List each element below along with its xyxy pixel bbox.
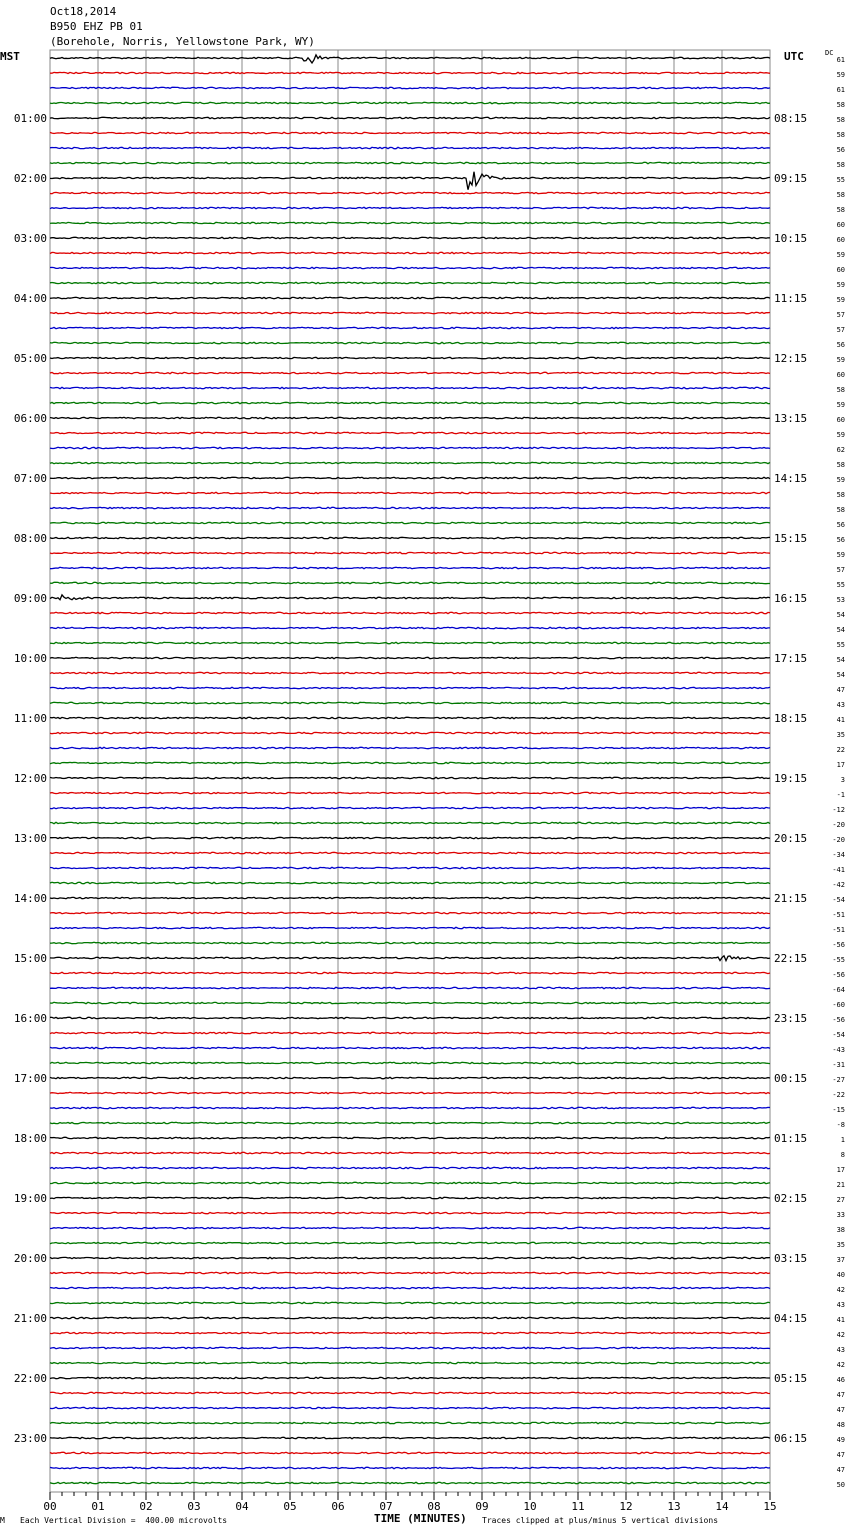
right-hour-label: 08:15 [774, 112, 808, 125]
dc-offset-label: 58 [836, 491, 845, 499]
trace-line [50, 462, 770, 463]
dc-offset-label: 60 [836, 416, 845, 424]
dc-offset-label: 17 [836, 1166, 845, 1174]
trace-line [50, 567, 770, 568]
trace-line [50, 595, 770, 600]
left-timezone-label: MST [0, 50, 20, 63]
left-hour-label: 16:00 [13, 1012, 47, 1025]
trace-line [50, 282, 770, 283]
right-hour-label: 16:15 [774, 592, 808, 605]
trace-line [50, 1017, 770, 1018]
left-hour-label: 09:00 [13, 592, 47, 605]
right-hour-label: 13:15 [774, 412, 808, 425]
dc-offset-label: 59 [836, 251, 845, 259]
footer-scale: Each Vertical Division = 400.00 microvolts [20, 1516, 228, 1525]
trace-line [50, 822, 770, 823]
trace-line [50, 612, 770, 613]
right-hour-label: 21:15 [774, 892, 808, 905]
right-hour-label: 10:15 [774, 232, 808, 245]
dc-offset-label: -54 [832, 896, 845, 904]
dc-offset-label: 56 [836, 536, 845, 544]
trace-line [50, 55, 770, 63]
dc-offset-label: -56 [832, 971, 845, 979]
dc-offset-label: 58 [836, 206, 845, 214]
right-hour-label: 02:15 [774, 1192, 808, 1205]
x-tick-label: 11 [571, 1500, 585, 1513]
dc-offset-label: -43 [832, 1046, 845, 1054]
dc-offset-label: 60 [836, 266, 845, 274]
trace-line [50, 132, 770, 133]
trace-line [50, 522, 770, 523]
dc-offset-label: -55 [832, 956, 845, 964]
dc-offset-label: 59 [836, 281, 845, 289]
trace-line [50, 537, 770, 538]
dc-offset-label: 17 [836, 761, 845, 769]
x-tick-label: 01 [91, 1500, 105, 1513]
left-hour-label: 14:00 [13, 892, 47, 905]
trace-line [50, 987, 770, 988]
trace-line [50, 432, 770, 433]
x-tick-label: 14 [715, 1500, 729, 1513]
dc-offset-label: -1 [836, 791, 845, 799]
trace-line [50, 372, 770, 373]
trace-line [50, 477, 770, 478]
dc-offset-label: 41 [836, 716, 845, 724]
dc-offset-label: 54 [836, 656, 845, 664]
dc-offset-label: 38 [836, 1226, 845, 1234]
dc-offset-label: 41 [836, 1316, 845, 1324]
trace-line [50, 1167, 770, 1168]
right-hour-label: 12:15 [774, 352, 808, 365]
trace-line [50, 837, 770, 838]
left-hour-label: 15:00 [13, 952, 47, 965]
dc-offset-label: 47 [836, 686, 845, 694]
dc-offset-label: 58 [836, 386, 845, 394]
dc-offset-label: -51 [832, 911, 845, 919]
dc-offset-label: 59 [836, 71, 845, 79]
trace-line [50, 672, 770, 673]
dc-offset-label: 37 [836, 1256, 845, 1264]
trace-line [50, 387, 770, 388]
trace-line [50, 582, 770, 583]
dc-offset-label: 43 [836, 1346, 845, 1354]
trace-line [50, 1302, 770, 1303]
trace-line [50, 942, 770, 943]
trace-line [50, 1152, 770, 1153]
right-hour-label: 03:15 [774, 1252, 808, 1265]
trace-line [50, 627, 770, 628]
trace-line [50, 1257, 770, 1258]
trace-line [50, 882, 770, 883]
dc-offset-label: 47 [836, 1406, 845, 1414]
trace-line [50, 102, 770, 103]
dc-offset-label: 60 [836, 221, 845, 229]
trace-line [50, 1122, 770, 1123]
trace-line [50, 777, 770, 778]
dc-offset-label: 61 [836, 56, 845, 64]
right-hour-label: 17:15 [774, 652, 808, 665]
left-hour-label: 12:00 [13, 772, 47, 785]
trace-line [50, 1227, 770, 1228]
right-hour-label: 09:15 [774, 172, 808, 185]
dc-offset-label: 46 [836, 1376, 845, 1384]
trace-line [50, 327, 770, 328]
dc-offset-label: 47 [836, 1451, 845, 1459]
dc-offset-label: 58 [836, 101, 845, 109]
left-hour-label: 18:00 [13, 1132, 47, 1145]
trace-line [50, 927, 770, 928]
left-hour-label: 11:00 [13, 712, 47, 725]
dc-offset-label: 57 [836, 326, 845, 334]
trace-line [50, 1077, 770, 1078]
trace-line [50, 687, 770, 688]
trace-line [50, 507, 770, 508]
dc-offset-label: -34 [832, 851, 845, 859]
dc-offset-label: 58 [836, 116, 845, 124]
left-hour-label: 17:00 [13, 1072, 47, 1085]
trace-line [50, 792, 770, 793]
trace-line [50, 162, 770, 163]
dc-offset-label: 56 [836, 521, 845, 529]
trace-line [50, 117, 770, 118]
dc-offset-label: 59 [836, 296, 845, 304]
dc-offset-label: -27 [832, 1076, 845, 1084]
trace-line [50, 1317, 770, 1318]
dc-offset-label: 1 [840, 1136, 845, 1144]
left-hour-label: 06:00 [13, 412, 47, 425]
dc-offset-label: 55 [836, 581, 845, 589]
x-tick-label: 10 [523, 1500, 537, 1513]
trace-line [50, 1362, 770, 1363]
right-hour-label: 19:15 [774, 772, 808, 785]
left-hour-label: 10:00 [13, 652, 47, 665]
left-hour-label: 13:00 [13, 832, 47, 845]
dc-offset-label: 58 [836, 161, 845, 169]
right-hour-label: 23:15 [774, 1012, 808, 1025]
dc-offset-label: 61 [836, 86, 845, 94]
trace-line [50, 87, 770, 88]
trace-line [50, 237, 770, 238]
left-hour-label: 04:00 [13, 292, 47, 305]
x-tick-label: 15 [763, 1500, 777, 1513]
dc-offset-label: 60 [836, 236, 845, 244]
right-hour-label: 01:15 [774, 1132, 808, 1145]
trace-line [50, 1482, 770, 1483]
trace-line [50, 1452, 770, 1453]
dc-offset-label: 59 [836, 401, 845, 409]
trace-line [50, 1212, 770, 1213]
header-station: B950 EHZ PB 01 [50, 20, 143, 33]
dc-offset-label: 59 [836, 431, 845, 439]
trace-line [50, 852, 770, 853]
dc-offset-label: -20 [832, 836, 845, 844]
trace-line [50, 447, 770, 448]
left-hour-label: 23:00 [13, 1432, 47, 1445]
dc-offset-label: 54 [836, 611, 845, 619]
dc-offset-label: 42 [836, 1361, 845, 1369]
trace-line [50, 807, 770, 808]
trace-line [50, 417, 770, 418]
dc-offset-label: 59 [836, 356, 845, 364]
trace-line [50, 1182, 770, 1183]
trace-line [50, 956, 770, 961]
trace-line [50, 1092, 770, 1093]
dc-offset-label: -54 [832, 1031, 845, 1039]
left-hour-label: 19:00 [13, 1192, 47, 1205]
dc-offset-label: 43 [836, 1301, 845, 1309]
x-tick-label: 12 [619, 1500, 633, 1513]
trace-line [50, 762, 770, 763]
left-hour-label: 08:00 [13, 532, 47, 545]
trace-line [50, 1002, 770, 1003]
right-hour-label: 22:15 [774, 952, 808, 965]
trace-line [50, 1047, 770, 1048]
dc-offset-label: 47 [836, 1466, 845, 1474]
x-axis-title: TIME (MINUTES) [374, 1512, 467, 1525]
trace-line [50, 972, 770, 973]
trace-line [50, 1137, 770, 1138]
dc-offset-label: -20 [832, 821, 845, 829]
x-tick-label: 00 [43, 1500, 57, 1513]
x-tick-label: 13 [667, 1500, 681, 1513]
dc-offset-label: 60 [836, 371, 845, 379]
dc-offset-label: -22 [832, 1091, 845, 1099]
dc-offset-label: -51 [832, 926, 845, 934]
dc-offset-label: -56 [832, 941, 845, 949]
right-hour-label: 14:15 [774, 472, 808, 485]
x-tick-label: 07 [379, 1500, 393, 1513]
right-hour-label: 04:15 [774, 1312, 808, 1325]
right-hour-label: 06:15 [774, 1432, 808, 1445]
trace-line [50, 357, 770, 358]
dc-offset-label: -8 [836, 1121, 845, 1129]
right-hour-label: 05:15 [774, 1372, 808, 1385]
dc-offset-label: -56 [832, 1016, 845, 1024]
right-hour-label: 11:15 [774, 292, 808, 305]
trace-line [50, 717, 770, 718]
left-hour-label: 01:00 [13, 112, 47, 125]
dc-offset-label: 58 [836, 131, 845, 139]
trace-line [50, 1287, 770, 1288]
trace-line [50, 172, 770, 190]
dc-offset-label: 53 [836, 596, 845, 604]
trace-line [50, 1467, 770, 1468]
dc-offset-label: 55 [836, 641, 845, 649]
dc-offset-label: -41 [832, 866, 845, 874]
dc-offset-label: -31 [832, 1061, 845, 1069]
trace-line [50, 72, 770, 73]
trace-line [50, 732, 770, 733]
dc-offset-label: 62 [836, 446, 845, 454]
trace-line [50, 1437, 770, 1438]
trace-line [50, 1197, 770, 1198]
dc-offset-label: 27 [836, 1196, 845, 1204]
trace-line [50, 1107, 770, 1108]
dc-offset-label: 3 [840, 776, 845, 784]
dc-offset-label: 47 [836, 1391, 845, 1399]
dc-offset-label: 58 [836, 506, 845, 514]
trace-line [50, 1242, 770, 1243]
trace-line [50, 312, 770, 313]
trace-line [50, 1392, 770, 1393]
left-hour-label: 21:00 [13, 1312, 47, 1325]
left-hour-label: 05:00 [13, 352, 47, 365]
trace-line [50, 192, 770, 193]
dc-label: DC [825, 49, 834, 57]
x-tick-label: 02 [139, 1500, 153, 1513]
dc-offset-label: -64 [832, 986, 845, 994]
right-timezone-label: UTC [784, 50, 804, 63]
trace-line [50, 252, 770, 253]
dc-offset-label: 59 [836, 476, 845, 484]
dc-offset-label: 54 [836, 671, 845, 679]
trace-line [50, 1332, 770, 1333]
trace-line [50, 1032, 770, 1033]
dc-offset-label: -12 [832, 806, 845, 814]
trace-line [50, 897, 770, 898]
footer-mark: M [0, 1516, 5, 1525]
left-hour-label: 22:00 [13, 1372, 47, 1385]
dc-offset-label: 35 [836, 731, 845, 739]
dc-offset-label: 35 [836, 1241, 845, 1249]
trace-line [50, 342, 770, 343]
dc-offset-label: 49 [836, 1436, 845, 1444]
left-hour-label: 20:00 [13, 1252, 47, 1265]
dc-offset-label: 56 [836, 341, 845, 349]
right-hour-label: 15:15 [774, 532, 808, 545]
dc-offset-label: -15 [832, 1106, 845, 1114]
x-tick-label: 04 [235, 1500, 249, 1513]
right-hour-label: 18:15 [774, 712, 808, 725]
left-hour-label: 07:00 [13, 472, 47, 485]
trace-line [50, 1407, 770, 1408]
right-hour-label: 00:15 [774, 1072, 808, 1085]
dc-offset-label: 54 [836, 626, 845, 634]
trace-line [50, 492, 770, 493]
trace-line [50, 702, 770, 703]
trace-line [50, 642, 770, 643]
dc-offset-label: -42 [832, 881, 845, 889]
trace-line [50, 402, 770, 403]
dc-offset-label: -60 [832, 1001, 845, 1009]
right-hour-label: 20:15 [774, 832, 808, 845]
footer-clip: Traces clipped at plus/minus 5 vertical divisions [482, 1516, 719, 1525]
dc-offset-label: 59 [836, 551, 845, 559]
dc-offset-label: 50 [836, 1481, 845, 1489]
trace-line [50, 747, 770, 748]
trace-line [50, 1422, 770, 1423]
dc-offset-label: 42 [836, 1331, 845, 1339]
trace-line [50, 912, 770, 913]
dc-offset-label: 58 [836, 191, 845, 199]
x-tick-label: 06 [331, 1500, 345, 1513]
trace-line [50, 297, 770, 298]
dc-offset-label: 21 [836, 1181, 845, 1189]
dc-offset-label: 55 [836, 176, 845, 184]
x-tick-label: 09 [475, 1500, 489, 1513]
dc-offset-label: 58 [836, 461, 845, 469]
left-hour-label: 02:00 [13, 172, 47, 185]
dc-offset-label: 22 [836, 746, 845, 754]
trace-line [50, 1062, 770, 1063]
dc-offset-label: 57 [836, 311, 845, 319]
x-tick-label: 03 [187, 1500, 201, 1513]
dc-offset-label: 43 [836, 701, 845, 709]
trace-line [50, 867, 770, 868]
dc-offset-label: 57 [836, 566, 845, 574]
dc-offset-label: 8 [840, 1151, 845, 1159]
trace-line [50, 1272, 770, 1273]
x-tick-label: 05 [283, 1500, 297, 1513]
plot-frame [50, 50, 770, 1492]
trace-line [50, 222, 770, 223]
trace-line [50, 552, 770, 553]
dc-offset-label: 56 [836, 146, 845, 154]
dc-offset-label: 33 [836, 1211, 845, 1219]
trace-line [50, 1377, 770, 1378]
trace-line [50, 147, 770, 148]
header-date: Oct18,2014 [50, 5, 117, 18]
trace-line [50, 657, 770, 658]
trace-line [50, 267, 770, 268]
dc-offset-label: 40 [836, 1271, 845, 1279]
trace-line [50, 207, 770, 208]
x-tick-label: 08 [427, 1500, 441, 1513]
trace-line [50, 1347, 770, 1348]
left-hour-label: 03:00 [13, 232, 47, 245]
header-location: (Borehole, Norris, Yellowstone Park, WY) [50, 35, 315, 48]
dc-offset-label: 48 [836, 1421, 845, 1429]
dc-offset-label: 42 [836, 1286, 845, 1294]
